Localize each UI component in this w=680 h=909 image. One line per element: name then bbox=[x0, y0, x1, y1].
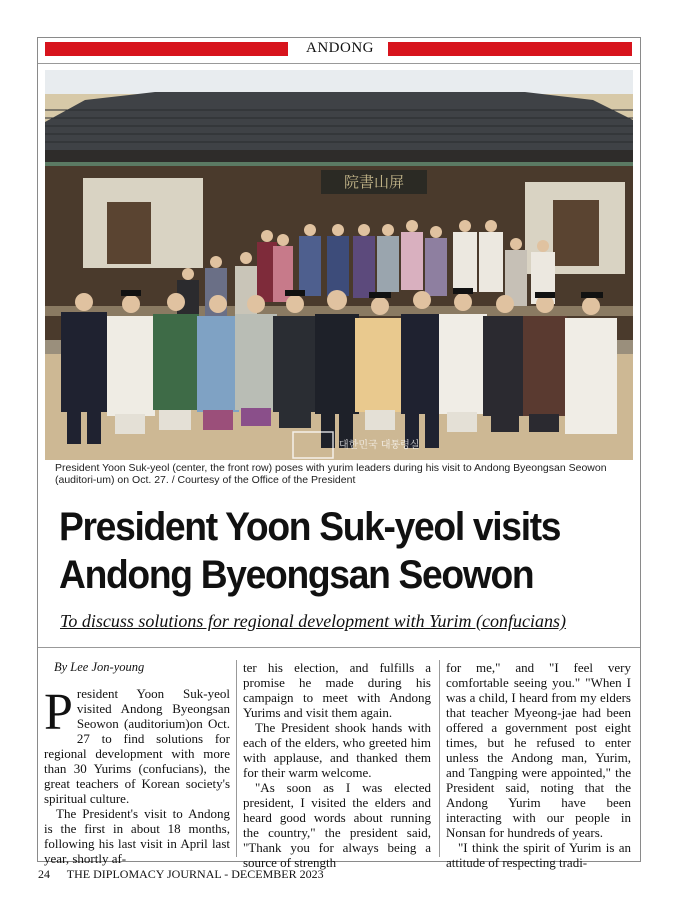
headline bbox=[59, 503, 608, 599]
paragraph-2-start: The President's visit to Andong is the first in about 18 months, following his last visit in April last year, shortly af- bbox=[44, 806, 230, 866]
drop-cap: P bbox=[44, 684, 73, 741]
paragraph-2-end: ter his election, and fulfills a promise he made during his campaign to meet with Andong Yurims and visit them again. bbox=[243, 660, 431, 720]
paragraph-4-end: for me," and "I feel very comfortable seeing you." "When I was a child, I heard from my elders that teacher Myeong-jae had been offered a government post eight times, but he refused to enter unless the Andong man, Yurim, and Tangping were appointed," the President said, noting that the Andong Yurim have been interacting with our people in Nonsan for hundreds of years. bbox=[446, 660, 631, 840]
headline-line-2: Andong Byeongsan Seowon bbox=[59, 553, 534, 597]
headline-line-1: President Yoon Suk-yeol visits bbox=[59, 505, 561, 549]
paragraph-4-start: "As soon as I was elected president, I visited the elders and heard good words about running the country," the president said, "Thank you for always being a source of strength bbox=[243, 780, 431, 870]
page-footer bbox=[38, 867, 324, 882]
signboard-text: 院書山屏 bbox=[343, 173, 405, 191]
page-number: 24 bbox=[38, 867, 50, 881]
group-photo bbox=[45, 70, 633, 460]
section-label: ANDONG bbox=[306, 40, 374, 56]
column-divider-2 bbox=[439, 660, 440, 857]
paragraph-1: President Yoon Suk-yeol visited Andong Byeongsan Seowon (auditorium)on Oct. 27 to find solutions for regional development with more than 30 Yurims (confucians), the great teachers of Korean society's spiritual culture. bbox=[44, 684, 230, 806]
article-column-3 bbox=[446, 660, 631, 870]
svg-text:대한민국 대통령실: 대한민국 대통령실 bbox=[339, 440, 420, 451]
subhead-rule bbox=[38, 647, 640, 648]
column-divider-1 bbox=[236, 660, 237, 857]
publication-info: THE DIPLOMACY JOURNAL - DECEMBER 2023 bbox=[66, 867, 324, 881]
photo-caption: President Yoon Suk-yeol (center, the front row) poses with yurim leaders during his visit to Andong Byeongsan Seowon (auditori-um) on Oct. 27. / Courtesy of the Office of the President bbox=[55, 462, 607, 486]
byline: By Lee Jon-young bbox=[54, 660, 145, 674]
article-column-1 bbox=[44, 660, 230, 866]
header-rule bbox=[38, 63, 640, 64]
paragraph-5: "I think the spirit of Yurim is an attitude of respecting tradi- bbox=[446, 840, 631, 870]
article-column-2 bbox=[243, 660, 431, 870]
paragraph-3: The President shook hands with each of the elders, who greeted him with applause, and thanked them for their warm welcome. bbox=[243, 720, 431, 780]
subheadline: To discuss solutions for regional development with Yurim (confucians) bbox=[60, 611, 567, 631]
